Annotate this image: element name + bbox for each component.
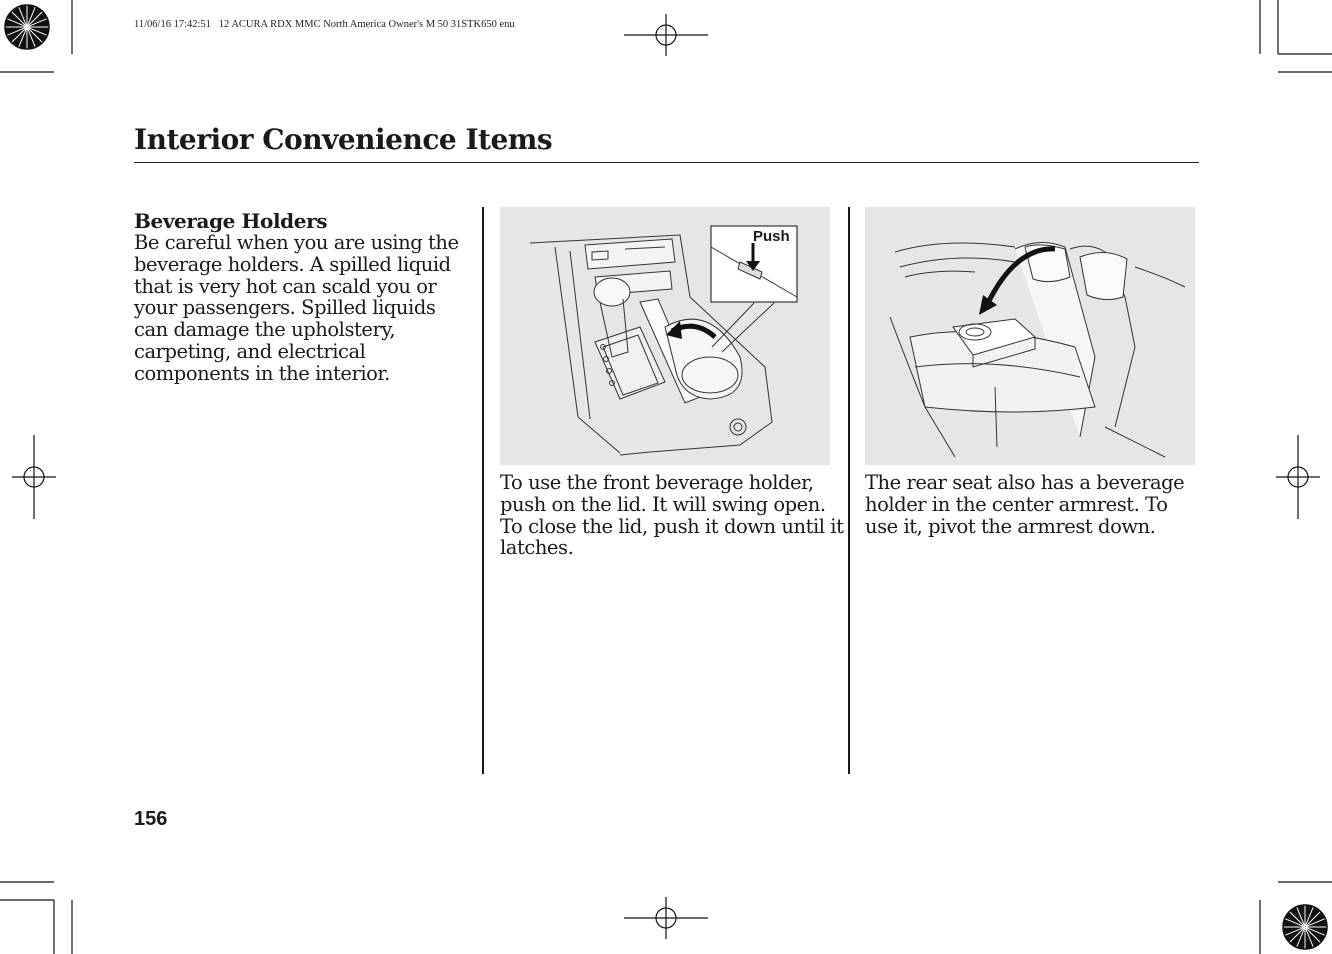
print-header: 11/06/16 17:42:51 12 ACURA RDX MMC North America Owner's M 50 31STK650 enu [134, 19, 515, 30]
title-rule [134, 162, 1199, 163]
push-callout-label: Push [753, 228, 790, 245]
page-title: Interior Convenience Items [134, 123, 553, 156]
page-number: 156 [134, 808, 168, 830]
section-body: Be careful when you are using the beverage holders. A spilled liquid that is very hot can scald you or your passengers. Spilled liquids can damage the upholstery, carpeting, and electrical components in the interior. [134, 231, 459, 385]
section-heading: Beverage Holders [134, 209, 328, 233]
front-beverage-holder-illustration [500, 207, 830, 465]
column-divider-1 [482, 207, 484, 774]
front-holder-caption: To use the front beverage holder, push on the lid. It will swing open. To close the lid, push it down until it latches. [500, 471, 844, 560]
column-divider-2 [848, 207, 850, 774]
rear-holder-caption: The rear seat also has a beverage holder in the center armrest. To use it, pivot the armrest down. [865, 471, 1185, 538]
rear-armrest-illustration [865, 207, 1195, 465]
